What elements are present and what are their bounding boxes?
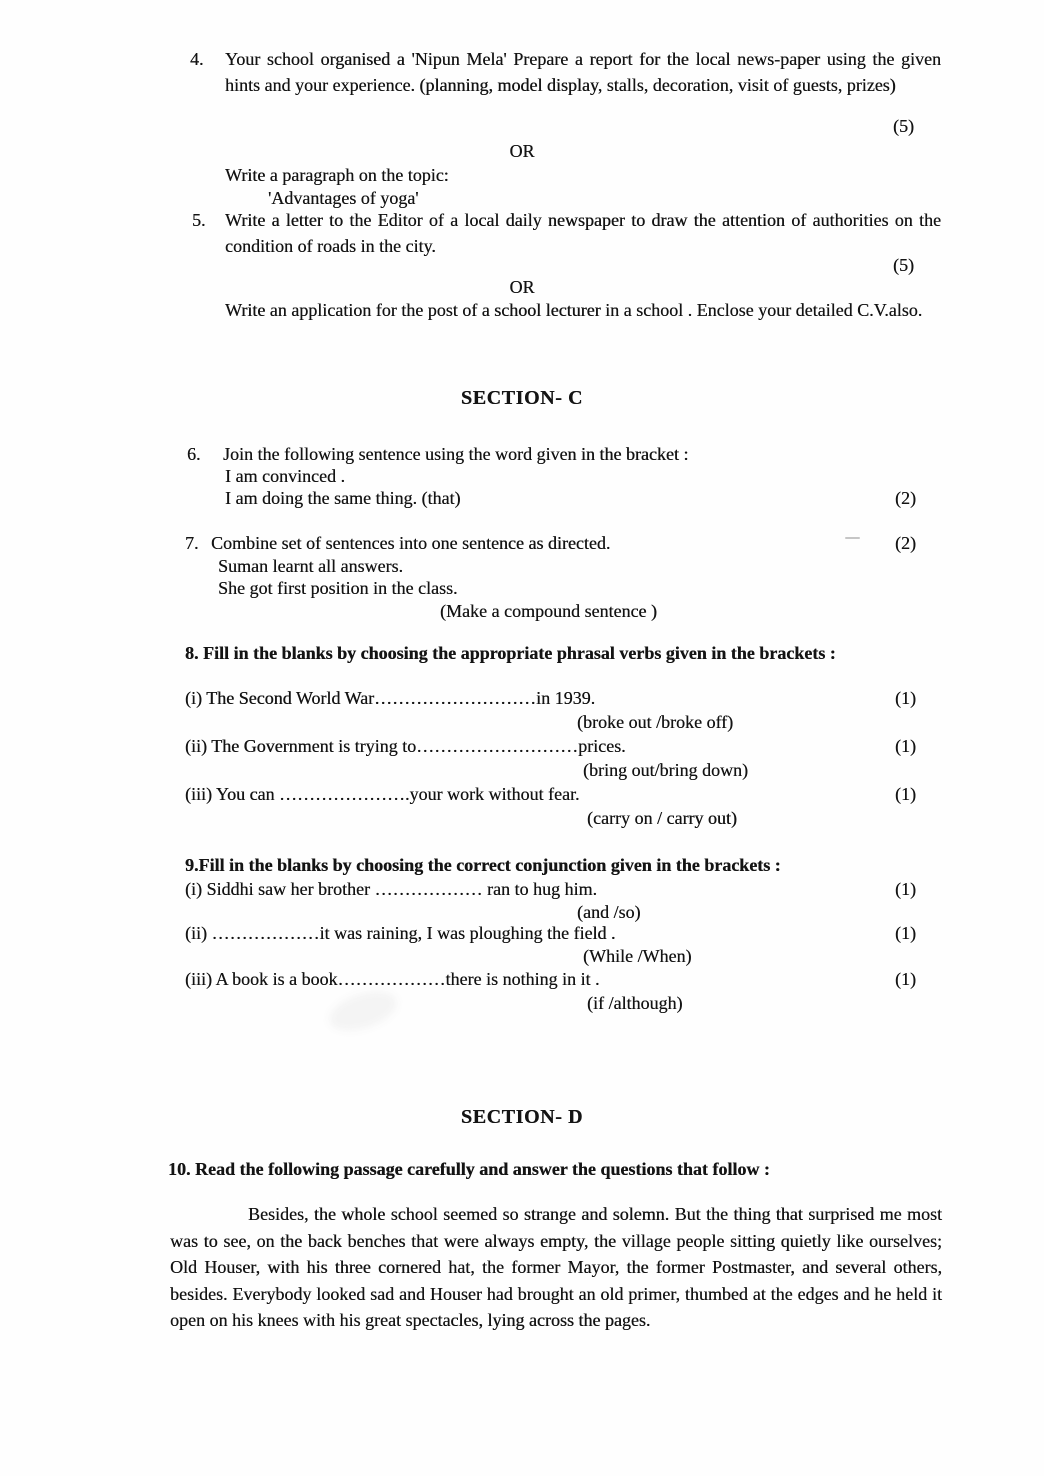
q6-line2: I am doing the same thing. (that) (225, 488, 461, 508)
q5-marks: (5) (893, 255, 914, 275)
scan-artifact-smudge (324, 984, 401, 1038)
q7-prompt: Combine set of sentences into one sentence as directed. (211, 533, 611, 553)
q8-heading: 8. Fill in the blanks by choosing the appropriate phrasal verbs given in the brackets : (185, 643, 836, 663)
scan-artifact-dash (845, 537, 860, 539)
q8-item-2-text: (ii) The Government is trying to………………………prices. (185, 736, 626, 756)
q9-heading: 9.Fill in the blanks by choosing the correct conjunction given in the brackets : (185, 855, 781, 875)
q8-item-3-options: (carry on / carry out) (587, 808, 737, 828)
q8-item-3-text: (iii) You can ………………….your work without fear. (185, 784, 580, 804)
q5-number: 5. (192, 210, 206, 230)
q7-marks: (2) (895, 533, 916, 553)
or-divider-1: OR (509, 141, 535, 161)
q9-item-1-options: (and /so) (577, 902, 641, 922)
q9-item-1-marks: (1) (895, 879, 916, 899)
q10-heading: 10. Read the following passage carefully and answer the questions that follow : (168, 1159, 770, 1179)
q9-item-2-text: (ii) ………………it was raining, I was ploughing the field . (185, 923, 616, 943)
q8-item-2-options: (bring out/bring down) (583, 760, 748, 780)
q7-line2: She got first position in the class. (218, 578, 458, 598)
q9-item-2-options: (While /When) (583, 946, 692, 966)
q10-passage: Besides, the whole school seemed so strange and solemn. But the thing that surprised me most was to see, on the back benches that were always empty, the village people sitting quietly like ourselves; Old Houser, with his three cornered hat, the former Mayor, the former Postmaster, and several others, besides. Everybody looked sad and Houser had brought an old primer, thumbed at the edges and he held it open on his knees with his great spectacles, lying across the pages. (170, 1204, 942, 1330)
q6-prompt: Join the following sentence using the word given in the bracket : (223, 444, 689, 464)
q6-line1: I am convinced . (225, 466, 345, 486)
q9-item-3-options: (if /although) (587, 993, 683, 1013)
q4-number: 4. (190, 49, 204, 69)
q8-item-2-marks: (1) (895, 736, 916, 756)
q5-text: Write a letter to the Editor of a local daily newspaper to draw the attention of authorities on the condition of roads in the city. (225, 210, 941, 256)
q7-note: (Make a compound sentence ) (440, 601, 657, 621)
q6-number: 6. (187, 444, 201, 464)
q9-item-3-text: (iii) A book is a book………………there is nothing in it . (185, 969, 600, 989)
q6-marks: (2) (895, 488, 916, 508)
q5-or-text: Write an application for the post of a school lecturer in a school . Enclose your detailed C.V.also. (225, 300, 923, 320)
q9-item-2-marks: (1) (895, 923, 916, 943)
q8-item-1-marks: (1) (895, 688, 916, 708)
section-c-heading: SECTION- C (460, 387, 584, 409)
q4-or-line2: 'Advantages of yoga' (268, 188, 419, 208)
q9-item-1-text: (i) Siddhi saw her brother ……………… ran to hug him. (185, 879, 597, 899)
q7-line1: Suman learnt all answers. (218, 556, 403, 576)
q8-item-1-options: (broke out /broke off) (577, 712, 734, 732)
q8-item-1-text: (i) The Second World War………………………in 1939. (185, 688, 596, 708)
q4-or-line1: Write a paragraph on the topic: (225, 165, 449, 185)
q4-marks: (5) (893, 116, 914, 136)
q8-item-3-marks: (1) (895, 784, 916, 804)
or-divider-2: OR (509, 277, 535, 297)
q7-number: 7. (185, 533, 199, 553)
q4-text: Your school organised a 'Nipun Mela' Prepare a report for the local news-paper using the given hints and your experience. (planning, model display, stalls, decoration, visit of guests, prizes) (225, 49, 941, 95)
section-d-heading: SECTION- D (460, 1106, 584, 1128)
q9-item-3-marks: (1) (895, 969, 916, 989)
